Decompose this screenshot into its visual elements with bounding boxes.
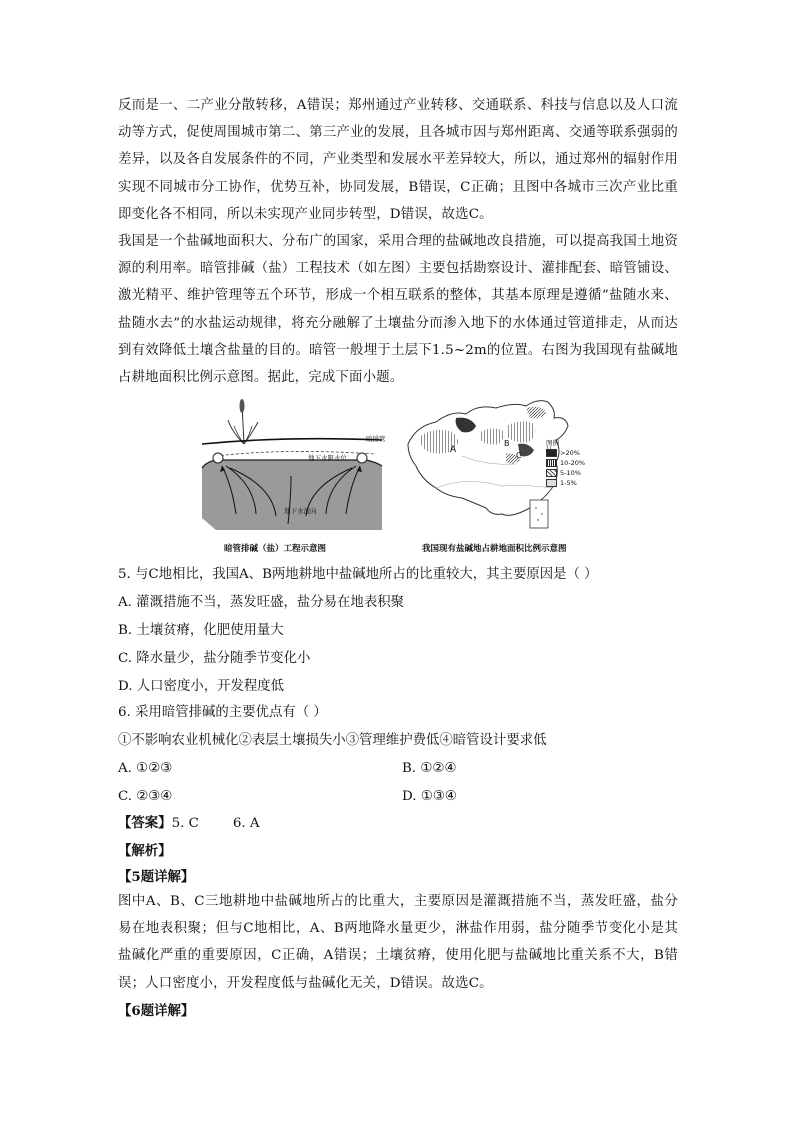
paragraph-analysis-continued: 反而是一、二产业分散转移，A错误；郑州通过产业转移、交通联系、科技与信息以及人口流动等方式，促使周围城市第二、第三产业的发展，且各城市因与郑州距离、交通等联系强弱的差异，以及各自发展条件的不同，产业类型和发展水平差异较大，所以，通过郑州的辐射作用实现不同城市分工协作，优势互补，协同发展，B错误，C正确；且图中各城市三次产业比重即变化各不相同，所以未实现产业同步转型，D错误，故选C。 xyxy=(118,98,678,222)
pipe-label: 暗排管 xyxy=(366,435,386,443)
legend-swatch-dark xyxy=(546,449,557,457)
detail5-label: 【5题详解】 xyxy=(118,869,195,885)
answer-label: 【答案】 xyxy=(118,815,172,831)
map-legend xyxy=(546,438,602,488)
legend-item: 10-20% xyxy=(546,458,602,468)
detail5-text: 图中A、B、C三地耕地中盐碱地所占的比重大，主要原因是灌溉措施不当，蒸发旺盛，盐分易在地表积聚；但与C地相比，A、B两地降水量更少，淋盐作用弱，盐分随季节变化小是其盐碱化严重的重要原因，C正确，A错误；土壤贫瘠，使用化肥与盐碱地比重关系不大，B错误；人口密度小，开发程度低与盐碱化无关，D错误。故选C。 xyxy=(118,894,678,991)
legend-swatch-hatch xyxy=(546,459,557,467)
map-label-c: C xyxy=(516,451,522,460)
drainage-diagram xyxy=(196,396,386,536)
map-label-b: B xyxy=(504,439,510,448)
q6-statements: ①不影响农业机械化②表层土壤损失小③管理维护费低④暗管设计要求低 xyxy=(118,733,547,748)
q5-option-d: D. 人口密度小，开发程度低 xyxy=(118,679,285,694)
legend-item: 5-10% xyxy=(546,468,602,478)
water-table-label: 地下水限水位 xyxy=(308,454,347,462)
detail6-label: 【6题详解】 xyxy=(118,1003,195,1019)
analysis-label: 【解析】 xyxy=(118,843,172,859)
left-figure-caption: 暗管排碱（盐）工程示意图 xyxy=(224,544,327,554)
paragraph-material: 我国是一个盐碱地面积大、分布广的国家，采用合理的盐碱地改良措施，可以提高我国土地资源的利用率。暗管排碱（盐）工程技术（如左图）主要包括勘察设计、灌排配套、暗管铺设、激光精平、维护管理等五个环节，形成一个相互联系的整体，其基本原理是遵循“盐随水来、盐随水去”的水盐运动规律，将充分融解了土壤盐分而渗入地下的水体通过管道排走，从而达到有效降低土壤含盐量的目的。暗管一般埋于土层下1.5~2m的位置。右图为我国现有盐碱地占耕地面积比例示意图。据此，完成下面小题。 xyxy=(118,234,678,386)
map-label-a: A xyxy=(450,445,457,455)
q6-option-a: A. ①②③ xyxy=(118,761,173,776)
right-figure-caption: 我国现有盐碱地占耕地面积比例示意图 xyxy=(422,544,567,554)
flow-label: 地下水流向 xyxy=(284,507,317,515)
legend-item: 1-5% xyxy=(546,478,602,488)
q5-stem: 5. 与C地相比，我国A、B两地耕地中盐碱地所占的比重较大，其主要原因是（ ） xyxy=(118,567,598,582)
answer-text: 5. C 6. A xyxy=(171,816,260,831)
q6-stem: 6. 采用暗管排碱的主要优点有（ ） xyxy=(118,705,327,720)
legend-item: >20% xyxy=(546,448,602,458)
figure-area xyxy=(196,396,616,566)
legend-swatch-cross xyxy=(546,469,557,477)
q6-option-b: B. ①②④ xyxy=(402,761,457,776)
q5-option-c: C. 降水量少，盐分随季节变化小 xyxy=(118,651,311,666)
q6-option-c: C. ②③④ xyxy=(118,789,173,804)
q5-option-b: B. 土壤贫瘠，化肥使用量大 xyxy=(118,623,284,638)
legend-title: 图例 xyxy=(546,439,559,447)
crop-plant-icon xyxy=(228,399,258,444)
legend-swatch-light xyxy=(546,479,557,487)
q5-option-a: A. 灌溉措施不当，蒸发旺盛，盐分易在地表积聚 xyxy=(118,595,404,610)
q6-option-d: D. ①③④ xyxy=(402,789,457,804)
answer-line xyxy=(118,813,260,834)
